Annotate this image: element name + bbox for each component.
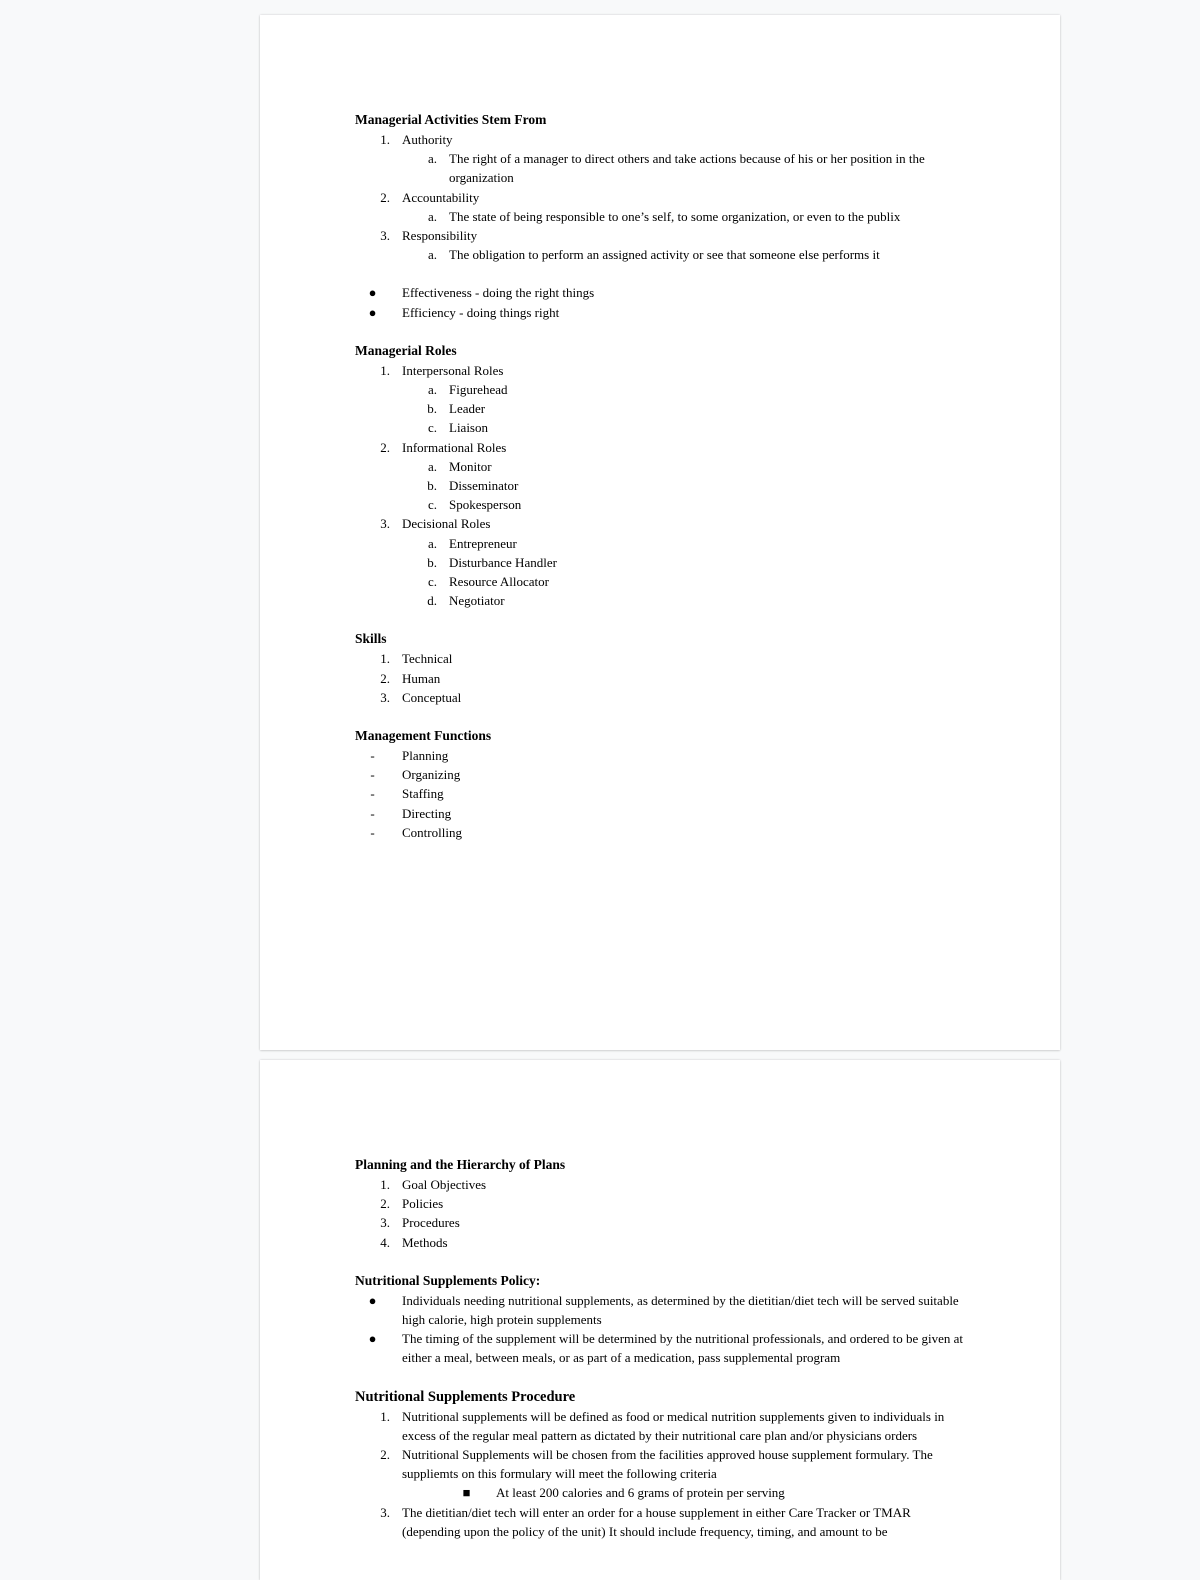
list-marker: 3. xyxy=(380,228,390,244)
list-item xyxy=(355,804,965,823)
list-item-text: Liaison xyxy=(449,420,488,436)
list-item-text: Human xyxy=(402,670,441,686)
sub-list-item xyxy=(355,553,965,572)
list-item-text: Effectiveness - doing the right things xyxy=(402,285,595,301)
sub-list-item xyxy=(355,495,965,514)
list-item xyxy=(355,514,965,533)
list-item-text: Nutritional supplements will be defined as food or medical nutrition supplements given to individuals in excess of the regular meal pattern as dictated by their nutritional care plan and/or physicians orders xyxy=(402,1408,945,1443)
list-item-text: Leader xyxy=(449,401,486,417)
list-marker: c. xyxy=(427,497,437,513)
list-item-text: Spokesperson xyxy=(449,497,522,513)
list-marker: 2. xyxy=(380,670,390,686)
list-marker: 1. xyxy=(380,1177,390,1192)
list-item-text: Policies xyxy=(402,1196,444,1212)
list-item xyxy=(355,1445,965,1483)
list-marker: a. xyxy=(427,382,437,398)
list-item-text: Decisional Roles xyxy=(402,516,491,532)
list-item xyxy=(355,649,965,668)
section-heading: Managerial Activities Stem From xyxy=(355,112,547,127)
list-item-text: Resource Allocator xyxy=(449,574,549,590)
sub-list-item xyxy=(355,245,965,264)
list-item-text: Directing xyxy=(402,805,452,821)
sub-list-item xyxy=(355,207,965,226)
bullet-icon: ● xyxy=(368,285,377,301)
dash-marker: - xyxy=(370,824,375,840)
list-item-text: Informational Roles xyxy=(402,439,507,455)
list-item xyxy=(355,746,965,765)
list-marker: b. xyxy=(427,478,437,494)
bullet-list xyxy=(355,1291,965,1368)
list-item-text: Procedures xyxy=(402,1215,460,1231)
square-bullet-icon: ■ xyxy=(462,1485,471,1501)
numbered-list xyxy=(355,361,965,611)
list-marker: 2. xyxy=(380,1196,390,1212)
list-marker: 1. xyxy=(380,651,390,667)
sub-list-item xyxy=(355,572,965,591)
list-item-text: Responsibility xyxy=(402,228,478,244)
bullet-icon: ● xyxy=(368,1292,377,1308)
list-item-text: Accountability xyxy=(402,189,480,205)
spacer xyxy=(355,264,965,283)
list-item xyxy=(355,823,965,842)
numbered-list xyxy=(355,1175,965,1252)
list-item-text: Monitor xyxy=(449,458,492,474)
numbered-list xyxy=(355,130,965,264)
section-heading: Nutritional Supplements Policy: xyxy=(355,1272,541,1288)
list-marker: 2. xyxy=(380,1447,390,1463)
numbered-list xyxy=(355,1407,965,1541)
list-item-text: The right of a manager to direct others and take actions because of his or her position in the organization xyxy=(449,151,925,186)
page-1-content xyxy=(355,110,965,861)
list-marker: a. xyxy=(427,247,437,263)
bullet-item xyxy=(355,1329,965,1367)
list-item-text: Organizing xyxy=(402,767,461,783)
list-marker: c. xyxy=(427,574,437,590)
list-item-text: Interpersonal Roles xyxy=(402,362,504,378)
dash-marker: - xyxy=(370,786,375,802)
page-2-content xyxy=(355,1155,965,1560)
list-marker: 1. xyxy=(380,1408,390,1424)
section-supplements-procedure xyxy=(355,1387,965,1541)
list-item-text: Planning xyxy=(402,748,449,764)
document-page-1 xyxy=(260,15,1060,1050)
list-item xyxy=(355,438,965,457)
list-item-text: Negotiator xyxy=(449,593,505,609)
dash-marker: - xyxy=(370,767,375,783)
list-item xyxy=(355,226,965,245)
list-item-text: Authority xyxy=(402,132,453,147)
section-supplements-policy xyxy=(355,1271,965,1368)
bullet-icon: ● xyxy=(368,1331,377,1347)
sub-list-item xyxy=(355,476,965,495)
bullet-item xyxy=(355,283,965,302)
list-item-text: Controlling xyxy=(402,824,462,840)
list-item xyxy=(355,765,965,784)
list-item-text: Technical xyxy=(402,651,453,667)
sub-list-item xyxy=(355,380,965,399)
list-item xyxy=(355,188,965,207)
sub-sub-list-item xyxy=(355,1483,965,1502)
section-heading: Management Functions xyxy=(355,728,492,744)
list-marker: 3. xyxy=(380,1215,390,1231)
list-item-text: The state of being responsible to one’s self, to some organization, or even to the publix xyxy=(449,208,901,224)
section-heading: Skills xyxy=(355,631,387,647)
list-item-text: The obligation to perform an assigned activity or see that someone else performs it xyxy=(449,247,880,263)
list-marker: a. xyxy=(427,151,437,167)
list-marker: b. xyxy=(427,401,437,417)
document-page-2 xyxy=(260,1060,1060,1580)
list-item xyxy=(355,1407,965,1445)
list-item-text: Disturbance Handler xyxy=(449,554,557,570)
list-marker: 1. xyxy=(380,132,390,147)
list-item-text: Methods xyxy=(402,1234,448,1250)
list-item-text: Efficiency - doing things right xyxy=(402,304,560,320)
list-marker: 2. xyxy=(380,189,390,205)
list-marker: a. xyxy=(427,458,437,474)
list-marker: 3. xyxy=(380,516,390,532)
dash-marker: - xyxy=(370,748,375,764)
list-item-text: The timing of the supplement will be determined by the nutritional professionals, and ordered to be given at either a meal, between meals, or as part of a medication, pass supplemental program xyxy=(402,1331,964,1366)
list-marker: 2. xyxy=(380,439,390,455)
list-marker: c. xyxy=(427,420,437,436)
list-marker: a. xyxy=(427,208,437,224)
section-managerial-activities xyxy=(355,110,965,322)
list-marker: 3. xyxy=(380,689,390,705)
list-marker: a. xyxy=(427,535,437,551)
list-item-text: Goal Objectives xyxy=(402,1177,487,1192)
list-item xyxy=(355,669,965,688)
sub-list-item xyxy=(355,591,965,610)
list-item xyxy=(355,130,965,149)
dash-list xyxy=(355,746,965,842)
list-marker: b. xyxy=(427,554,437,570)
section-management-functions xyxy=(355,726,965,842)
list-item xyxy=(355,784,965,803)
list-item-text: Entrepreneur xyxy=(449,535,517,551)
list-item xyxy=(355,688,965,707)
section-planning-hierarchy xyxy=(355,1155,965,1252)
section-heading: Planning and the Hierarchy of Plans xyxy=(355,1157,566,1172)
bullet-icon: ● xyxy=(368,304,377,320)
section-managerial-roles xyxy=(355,341,965,611)
list-marker: 3. xyxy=(380,1504,390,1520)
dash-marker: - xyxy=(370,805,375,821)
sub-list-item xyxy=(355,457,965,476)
sub-list-item xyxy=(355,534,965,553)
list-marker: 1. xyxy=(380,362,390,378)
list-item-text: Conceptual xyxy=(402,689,462,705)
section-skills xyxy=(355,629,965,707)
sub-list-item xyxy=(355,399,965,418)
list-item-text: Disseminator xyxy=(449,478,519,494)
section-heading: Managerial Roles xyxy=(355,342,457,358)
list-item-text: Staffing xyxy=(402,786,444,802)
bullet-item xyxy=(355,1291,965,1329)
sub-list-item xyxy=(355,149,965,187)
list-item xyxy=(355,1194,965,1213)
section-heading: Nutritional Supplements Procedure xyxy=(355,1388,576,1405)
bullet-list xyxy=(355,283,965,321)
list-item-text: Individuals needing nutritional supplements, as determined by the dietitian/diet tech will be served suitable high calorie, high protein supplements xyxy=(402,1292,959,1328)
list-item-text: At least 200 calories and 6 grams of protein per serving xyxy=(496,1485,785,1501)
list-item-text: Nutritional Supplements will be chosen from the facilities approved house supplement formulary. The suppliemts on this formulary will meet the following criteria xyxy=(402,1447,933,1482)
list-item xyxy=(355,1233,965,1252)
sub-list-item xyxy=(355,418,965,437)
numbered-list xyxy=(355,649,965,707)
list-marker: 4. xyxy=(380,1234,390,1250)
bullet-item xyxy=(355,303,965,322)
list-item xyxy=(355,1503,965,1541)
list-item xyxy=(355,361,965,380)
list-item-text: Figurehead xyxy=(449,382,508,398)
list-item xyxy=(355,1175,965,1194)
list-marker: d. xyxy=(427,593,437,609)
list-item-text: The dietitian/diet tech will enter an order for a house supplement in either Care Tracker or TMAR (depending upon the policy of the unit) It should include frequency, timing, and amount to be xyxy=(402,1504,911,1539)
list-item xyxy=(355,1213,965,1232)
